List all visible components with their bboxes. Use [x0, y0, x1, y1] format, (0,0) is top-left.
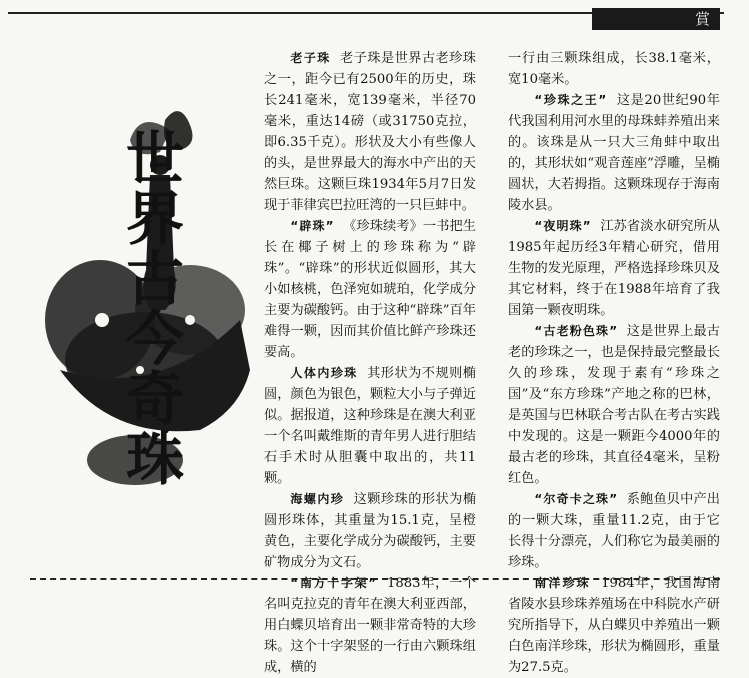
article-column-1: [264, 48, 476, 678]
entry-heading: 老子珠: [290, 51, 331, 65]
entry-heading: “夜明珠”: [534, 219, 592, 233]
entry-text: 《珍珠续考》一书把生长在椰子树上的珍珠称为“辟珠”。“辟珠”的形状近似圆形，其大小如核桃，色泽宛如琥珀，化学成分主要为碳酸钙。由于这种“辟珠”百年难得一颗，因而其价值比鲜产珍珠还要高。: [264, 219, 476, 360]
entry-text: 老子珠是世界古老珍珠之一，距今已有2500年的历史，珠长241毫米，宽139毫米，半径70毫米，重达14磅（或31750克拉，即6.35千克）。形状及大小有些像人的头，是世界最大的海水中产出的天然巨珠。这颗巨珠1934年5月7日发现于菲律宾巴拉旺湾的一只巨蚌中。: [264, 51, 476, 213]
entry-heading: 南洋珍珠: [534, 576, 591, 590]
paragraph: [508, 489, 720, 573]
entry-heading: “南方十字架”: [290, 576, 378, 590]
article-title: 世界古今奇珠: [116, 128, 184, 488]
entry-text: 系鲍鱼贝中产出的一颗大珠，重量11.2克，由于它长得十分漂亮，人们称它为最美丽的珍珠。: [508, 492, 720, 570]
paragraph: [508, 48, 720, 90]
entry-text: 其形状为不规则椭圆，颜色为银色，颗粒大小与子弹近似。据报道，这种珍珠是在澳大利亚一个名叫戴维斯的青年男人进行胆结石手术时从胆囊中取出的，共11颗。: [264, 366, 476, 486]
entry-heading: “珍珠之王”: [534, 93, 608, 107]
entry-text: 1984年，我国海南省陵水县珍珠养殖场在中科院水产研究所指导下，从白蝶贝中养殖出一颗白色南洋珍珠，形状为椭圆形，重量为27.5克。: [508, 576, 721, 675]
entry-text: 这是20世纪90年代我国利用河水里的母珠蚌养殖出来的。该珠是从一只大三角蚌中取出的，其形状如“观音莲座”浮雕，呈椭圆状，大若拇指。这颗珠现存于海南陵水县。: [508, 93, 720, 213]
paragraph: [508, 90, 720, 216]
paragraph: [508, 573, 720, 678]
paragraph: [264, 363, 476, 489]
paragraph: [264, 48, 476, 216]
section-banner: 賞: [592, 8, 720, 30]
paragraph: [508, 216, 720, 321]
entry-heading: “尔奇卡之珠”: [534, 492, 619, 506]
entry-heading: “古老粉色珠”: [534, 324, 619, 338]
entry-text: 1883年，一个名叫克拉克的青年在澳大利亚西部，用白蝶贝培育出一颗非常奇特的大珍珠。这个十字架竖的一行由六颗珠组成，横的: [264, 576, 477, 675]
entry-text: 这颗珍珠的形状为椭圆形珠体，其重量为15.1克，呈橙黄色，主要化学成分为碳酸钙，主要矿物成分为文石。: [264, 492, 477, 570]
entry-text: 这是世界上最古老的珍珠之一，也是保持最完整最长久的珍珠，发现于素有“珍珠之国”及“东方珍珠”产地之称的巴林，是英国与巴林联合考古队在考古实践中发现的。这是一颗距今4000年的最古老的珍珠，其直径4毫米，呈粉红色。: [508, 324, 720, 486]
paragraph: [508, 321, 720, 489]
paragraph: [264, 573, 476, 678]
bottom-dashed-rule: [30, 578, 720, 580]
entry-heading: 人体内珍珠: [290, 366, 358, 380]
entry-text: 江苏省淡水研究所从1985年起历经3年精心研究，借用生物的发光原理，严格选择珍珠贝及其它材料，终于在1988年培育了我国第一颗夜明珠。: [508, 219, 720, 318]
paragraph: [264, 489, 476, 573]
paragraph: [264, 216, 476, 363]
article-column-2: [508, 48, 720, 678]
entry-text: 一行由三颗珠组成，长38.1毫米，宽10毫米。: [508, 51, 720, 87]
entry-heading: 海螺内珍: [290, 492, 345, 506]
entry-heading: “辟珠”: [290, 219, 335, 233]
